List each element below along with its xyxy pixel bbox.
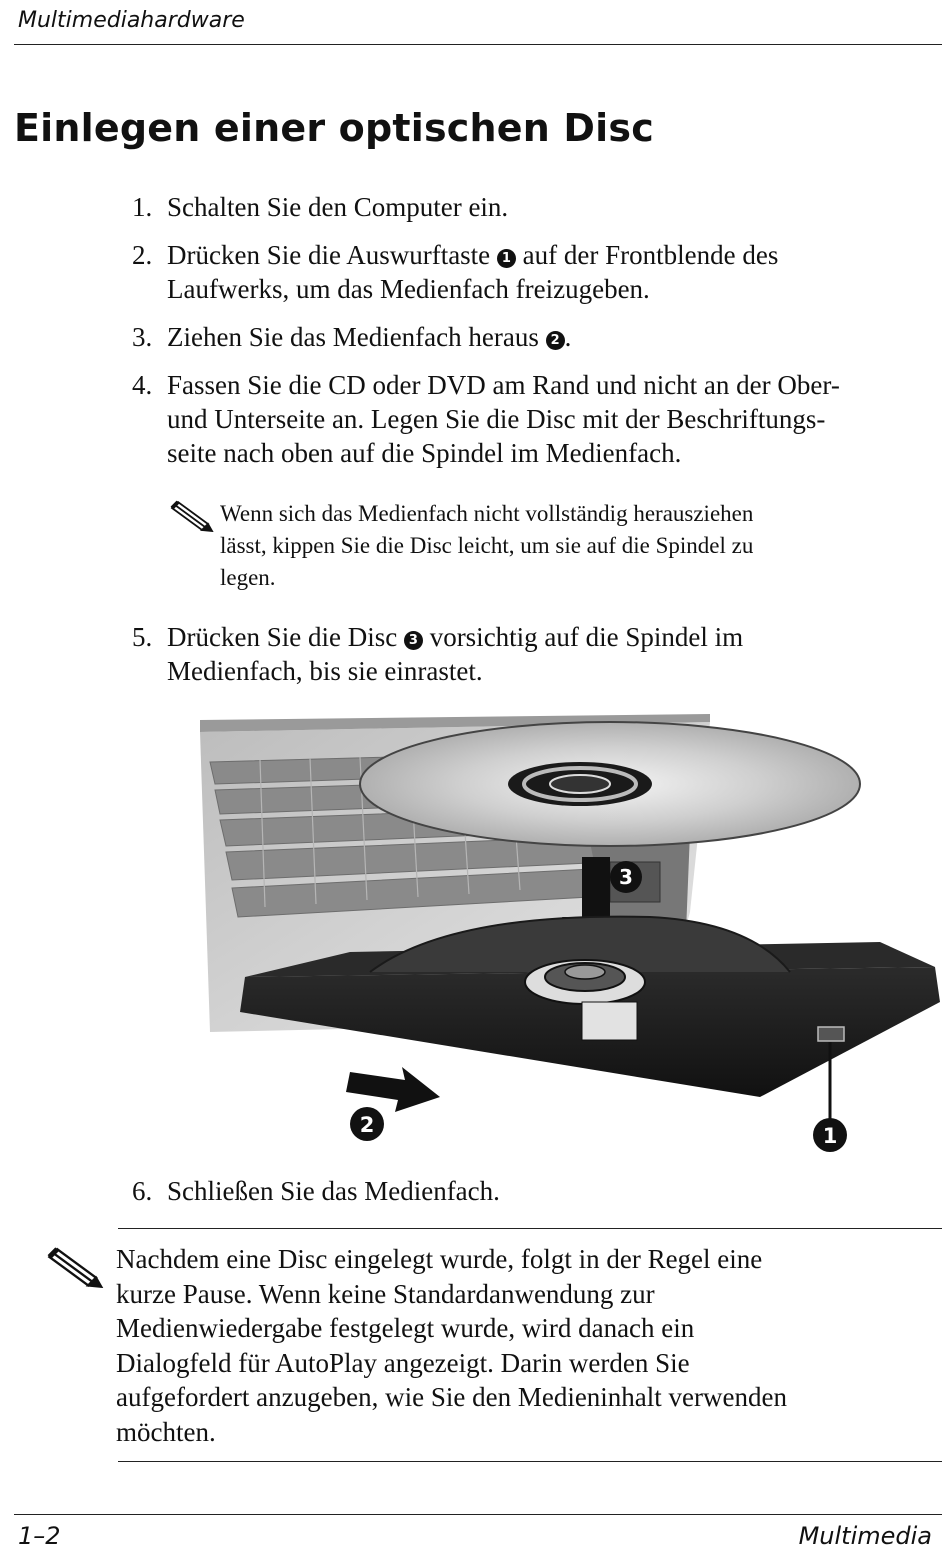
figure-callout-2: 2 [359,1113,375,1137]
note-text: lässt, kippen Sie die Disc leicht, um sie auf die Spindel zu [220,533,754,558]
step-text: Medienfach, bis sie einrastet. [167,656,483,686]
note-text: legen. [220,565,276,590]
step-text: Fassen Sie die CD oder DVD am Rand und nicht an der Ober- [167,370,840,400]
step-text: Drücken Sie die Auswurftaste [167,240,497,270]
footer-rule [14,1514,942,1515]
figure-callout-3: 3 [619,865,633,889]
page-title: Einlegen einer optischen Disc [14,106,654,150]
note-text: Medienwiedergabe festgelegt wurde, wird danach ein [116,1313,695,1343]
step-list-continued [132,620,932,688]
step-5 [132,620,932,688]
pull-out-arrow-icon [346,1067,440,1141]
step-text: und Unterseite an. Legen Sie die Disc mit der Beschriftungs- [167,404,826,434]
step-number: 3. [132,322,153,352]
step-text: Schalten Sie den Computer ein. [167,192,509,222]
note-text: Dialogfeld für AutoPlay angezeigt. Darin werden Sie [116,1347,690,1378]
figure-callout-1: 1 [822,1124,838,1148]
step-number: 4. [132,370,153,400]
step-text: auf der Frontblende des [515,240,779,270]
step-text: . [564,322,572,352]
page-number: 1–2 [18,1522,61,1550]
step-2 [132,238,932,306]
note-text: kurze Pause. Wenn keine Standardanwendung zur [116,1278,655,1309]
step-number: 6. [132,1176,153,1206]
optical-disc [360,722,860,846]
note-text: aufgefordert anzugeben, wie Sie den Medieninhalt verwenden [116,1382,787,1412]
eject-button-icon [818,1027,844,1041]
header-rule [14,44,942,45]
step-text: vorsichtig auf die Spindel im [422,622,744,652]
inline-note [168,498,950,594]
note-rule-bottom [118,1461,942,1462]
callout-2-icon: 2 [546,331,565,350]
step-text: Drücken Sie die Disc [167,622,404,652]
step-3 [132,320,932,354]
step-number: 5. [132,622,153,652]
step-number: 2. [132,240,153,270]
note-text: Nachdem eine Disc eingelegt wurde, folgt in der Regel eine [116,1244,763,1274]
pencil-note-icon [44,1244,104,1288]
callout-3-icon: 3 [404,631,423,650]
callout-1-icon: 1 [497,249,516,268]
step-list [132,190,932,470]
step-text: Schließen Sie das Medienfach. [167,1176,500,1206]
step-4 [132,368,932,470]
step-6 [132,1174,500,1208]
note-rule-top [118,1228,942,1229]
step-1 [132,190,932,224]
note-text: möchten. [116,1416,216,1447]
drive-illustration [190,712,942,1162]
step-number: 1. [132,192,153,222]
note-text: Wenn sich das Medienfach nicht vollständig herausziehen [220,501,754,526]
running-header: Multimediahardware [18,8,245,33]
note-box [116,1242,916,1449]
step-text: seite nach oben auf die Spindel im Medienfach. [167,438,682,468]
step-text: Ziehen Sie das Medienfach heraus [167,322,546,352]
footer-title: Multimedia [798,1522,932,1550]
pencil-note-icon [168,498,214,532]
step-text: Laufwerks, um das Medienfach freizugeben. [167,274,650,304]
